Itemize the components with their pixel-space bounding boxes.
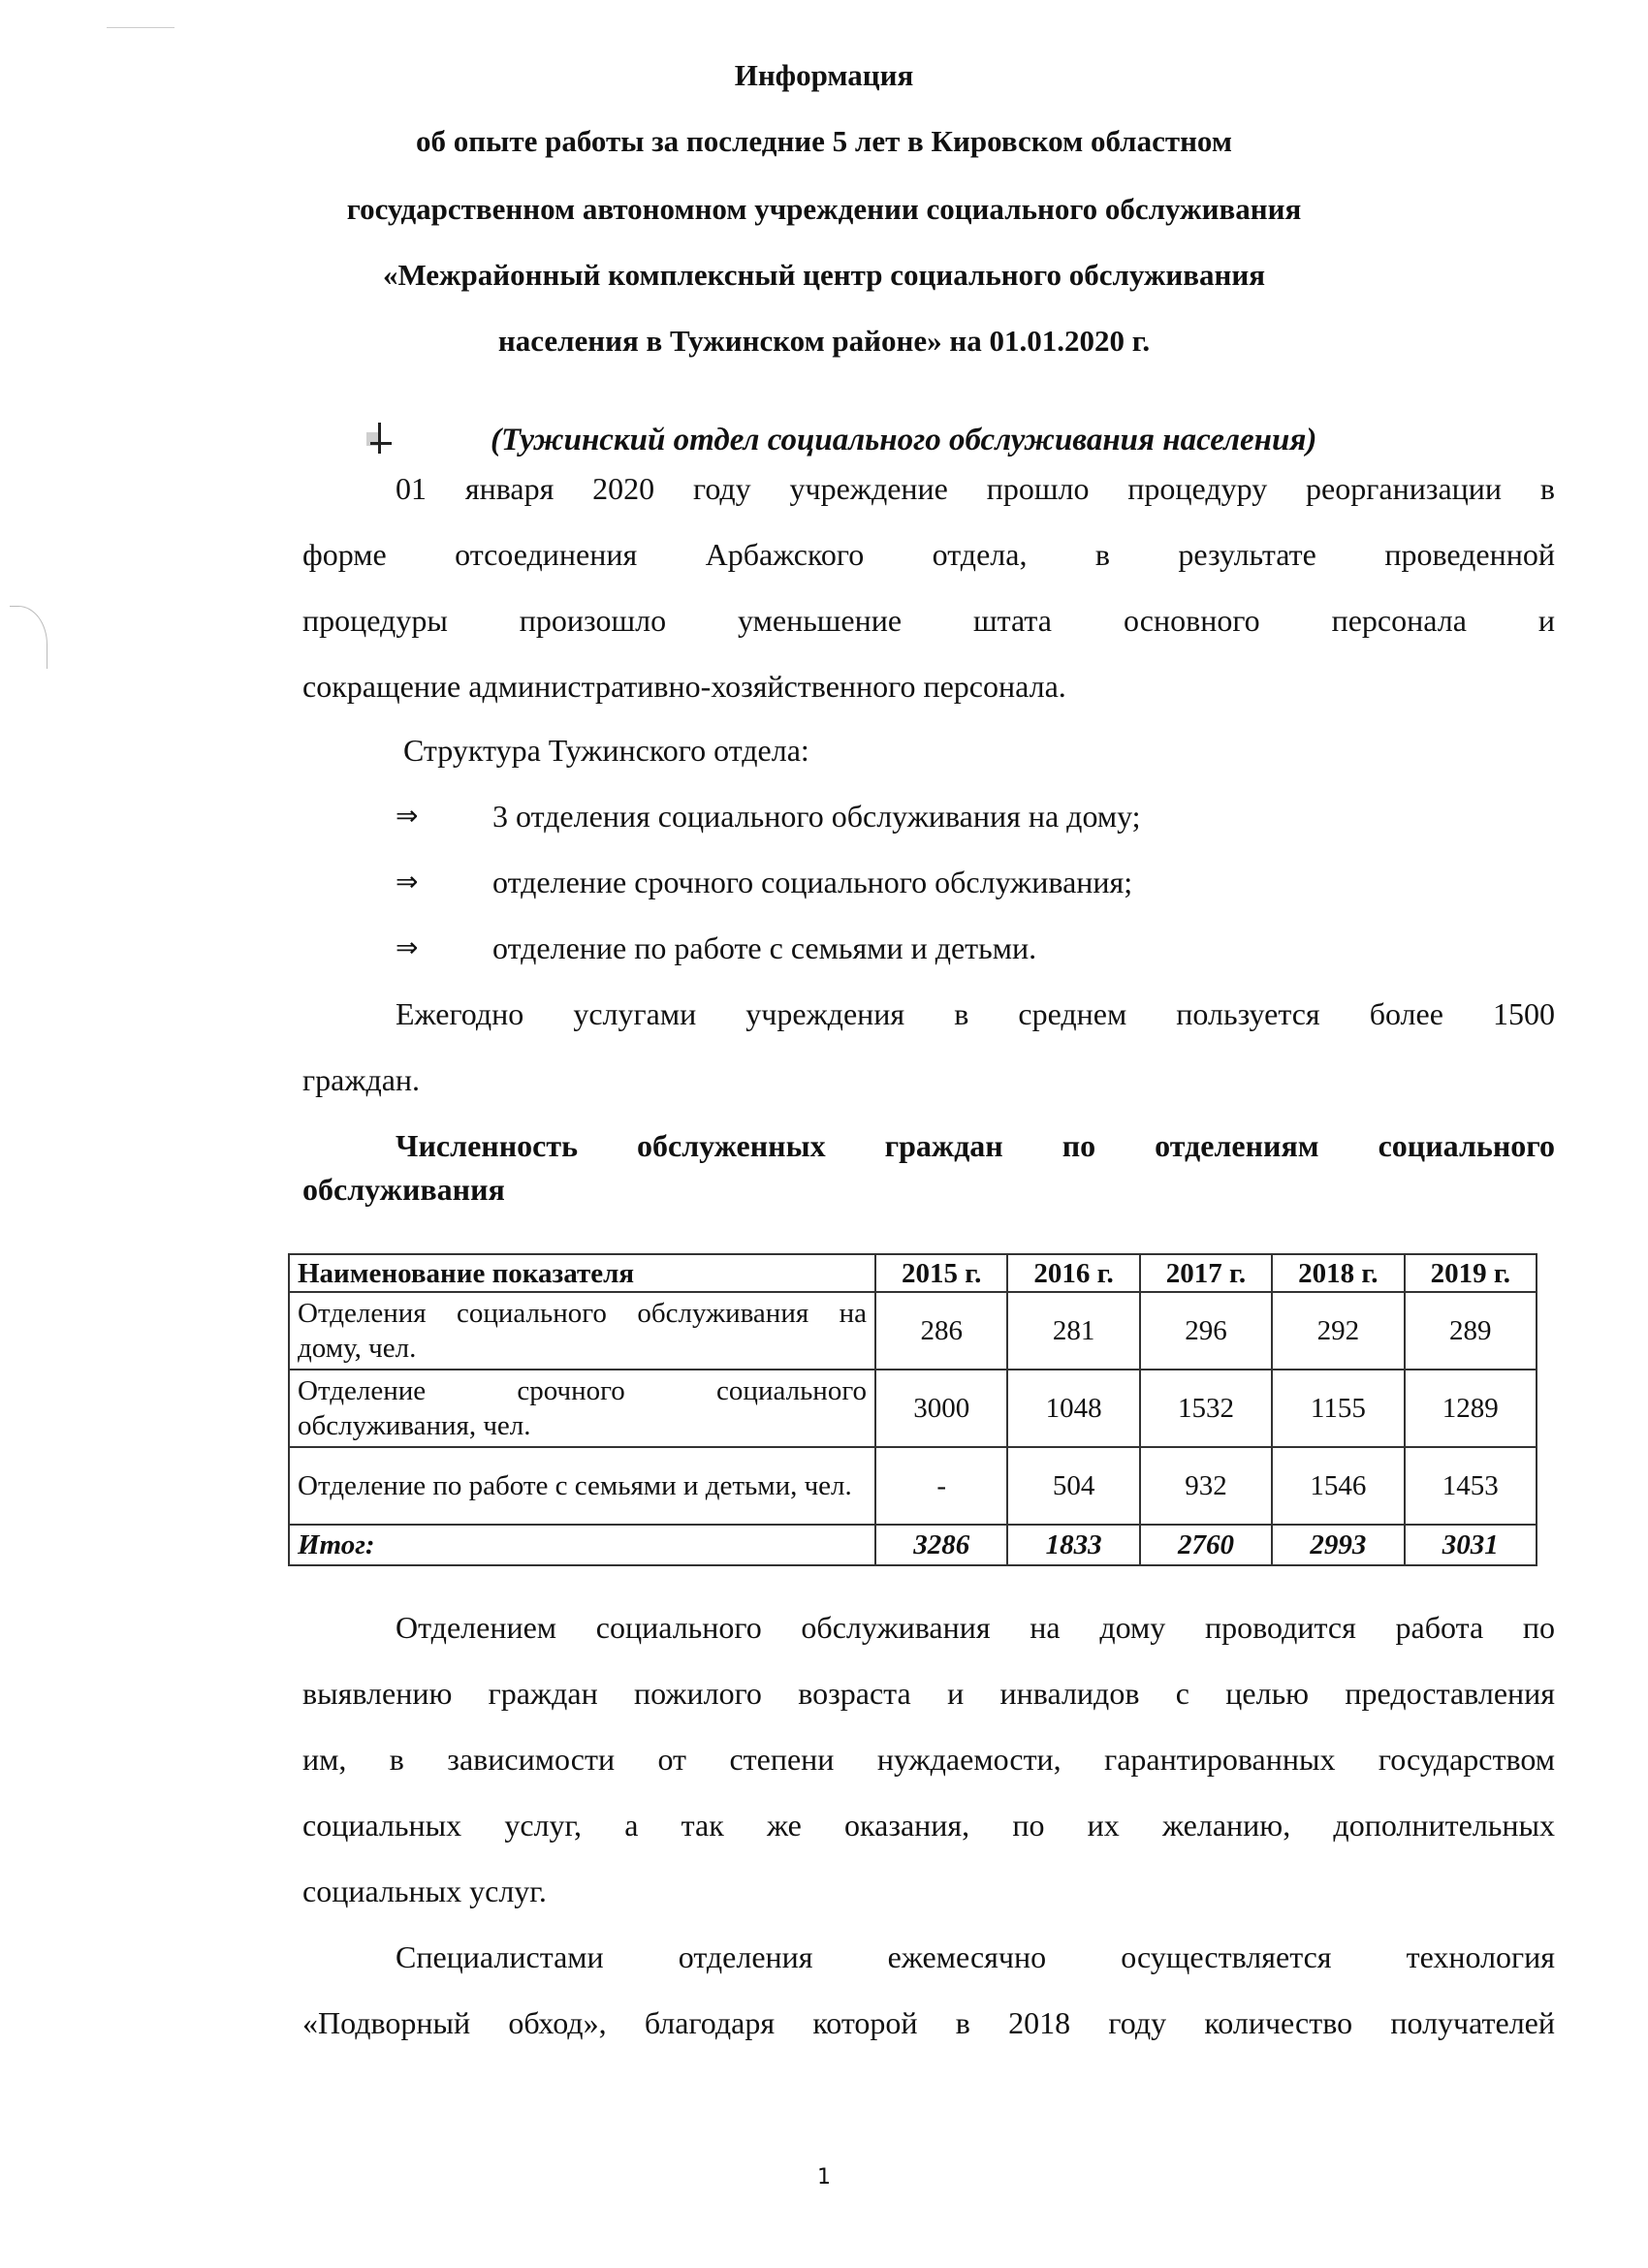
table-header-row bbox=[289, 1254, 1537, 1292]
total-label: Итог: bbox=[289, 1525, 875, 1565]
structure-label: Структура Тужинского отдела: bbox=[403, 733, 809, 768]
document-title: Информация bbox=[734, 58, 914, 92]
paragraph-line: Специалистами отделения ежемесячно осуществляется технология bbox=[396, 1939, 1555, 1974]
column-header: 2018 г. bbox=[1272, 1254, 1404, 1292]
subtitle-text: (Тужинский отдел социального обслуживания населения) bbox=[491, 423, 1317, 457]
document-title-line: государственном автономном учреждении социального обслуживания bbox=[346, 192, 1302, 226]
row-label: Отделение срочного социального обслуживания, чел. bbox=[289, 1370, 875, 1447]
table-cell: 1048 bbox=[1007, 1370, 1139, 1447]
paragraph-line: граждан. bbox=[302, 1062, 421, 1097]
column-header: 2017 г. bbox=[1140, 1254, 1272, 1292]
document-title-line: населения в Тужинском районе» на 01.01.2020 г. bbox=[497, 324, 1151, 358]
total-cell: 2993 bbox=[1272, 1525, 1404, 1565]
table-cell: 1532 bbox=[1140, 1370, 1272, 1447]
paragraph-line: выявлению граждан пожилого возраста и инвалидов с целью предоставления bbox=[302, 1676, 1555, 1711]
row-label: Отделение по работе с семьями и детьми, чел. bbox=[289, 1447, 875, 1525]
table-cell: 286 bbox=[875, 1292, 1007, 1370]
table-row bbox=[289, 1292, 1537, 1370]
paragraph-line: «Подворный обход», благодаря которой в 2018 году количество получателей bbox=[302, 2005, 1555, 2040]
table-cell: - bbox=[875, 1447, 1007, 1525]
column-header: 2015 г. bbox=[875, 1254, 1007, 1292]
total-cell: 1833 bbox=[1007, 1525, 1139, 1565]
table-cell: 1155 bbox=[1272, 1370, 1404, 1447]
paragraph-line: процедуры произошло уменьшение штата основного персонала и bbox=[302, 603, 1555, 638]
table-row bbox=[289, 1370, 1537, 1447]
paragraph-line: форме отсоединения Арбажского отдела, в результате проведенной bbox=[302, 537, 1555, 572]
paragraph-line: 01 января 2020 году учреждение прошло процедуру реорганизации в bbox=[396, 471, 1555, 506]
table-cell: 289 bbox=[1405, 1292, 1537, 1370]
list-item bbox=[396, 795, 1462, 837]
table-total-row bbox=[289, 1525, 1537, 1565]
total-cell: 3031 bbox=[1405, 1525, 1537, 1565]
down-arrow-bullet-icon bbox=[364, 421, 399, 457]
total-cell: 2760 bbox=[1140, 1525, 1272, 1565]
list-item-text: отделение по работе с семьями и детьми. bbox=[492, 930, 1037, 965]
table-cell: 932 bbox=[1140, 1447, 1272, 1525]
scan-artifact bbox=[107, 27, 174, 28]
paragraph-line: сокращение административно-хозяйственного персонала. bbox=[302, 669, 1066, 704]
table-heading: Численность обслуженных граждан по отделениям социального bbox=[396, 1128, 1555, 1163]
statistics-table bbox=[288, 1253, 1537, 1566]
table-cell: 281 bbox=[1007, 1292, 1139, 1370]
table-cell: 504 bbox=[1007, 1447, 1139, 1525]
table-heading-line: обслуживания bbox=[302, 1172, 505, 1207]
double-right-arrow-icon: ⇒ bbox=[396, 866, 419, 898]
list-item-text: 3 отделения социального обслуживания на дому; bbox=[492, 799, 1141, 834]
table-cell: 3000 bbox=[875, 1370, 1007, 1447]
column-header: Наименование показателя bbox=[289, 1254, 875, 1292]
list-item bbox=[396, 861, 1462, 903]
column-header: 2016 г. bbox=[1007, 1254, 1139, 1292]
column-header: 2019 г. bbox=[1405, 1254, 1537, 1292]
table-cell: 1289 bbox=[1405, 1370, 1537, 1447]
document-title-line: «Межрайонный комплексный центр социального обслуживания bbox=[382, 258, 1266, 292]
document-title-line: об опыте работы за последние 5 лет в Кировском областном bbox=[416, 124, 1232, 158]
total-cell: 3286 bbox=[875, 1525, 1007, 1565]
section-subtitle bbox=[364, 419, 1557, 461]
table-cell: 292 bbox=[1272, 1292, 1404, 1370]
list-item bbox=[396, 927, 1462, 969]
table-cell: 1453 bbox=[1405, 1447, 1537, 1525]
page-number: 1 bbox=[817, 2165, 831, 2189]
double-right-arrow-icon: ⇒ bbox=[396, 931, 419, 963]
row-label: Отделения социального обслуживания на дому, чел. bbox=[289, 1292, 875, 1370]
double-right-arrow-icon: ⇒ bbox=[396, 800, 419, 832]
table-cell: 1546 bbox=[1272, 1447, 1404, 1525]
table-row bbox=[289, 1447, 1537, 1525]
paragraph-line: Ежегодно услугами учреждения в среднем пользуется более 1500 bbox=[396, 996, 1555, 1031]
table-cell: 296 bbox=[1140, 1292, 1272, 1370]
paragraph-line: им, в зависимости от степени нуждаемости, гарантированных государством bbox=[302, 1742, 1555, 1777]
scan-artifact bbox=[10, 606, 48, 669]
paragraph-line: социальных услуг. bbox=[302, 1874, 547, 1908]
list-item-text: отделение срочного социального обслуживания; bbox=[492, 865, 1133, 899]
paragraph-line: Отделением социального обслуживания на дому проводится работа по bbox=[396, 1610, 1555, 1645]
paragraph-line: социальных услуг, а так же оказания, по их желанию, дополнительных bbox=[302, 1808, 1555, 1843]
